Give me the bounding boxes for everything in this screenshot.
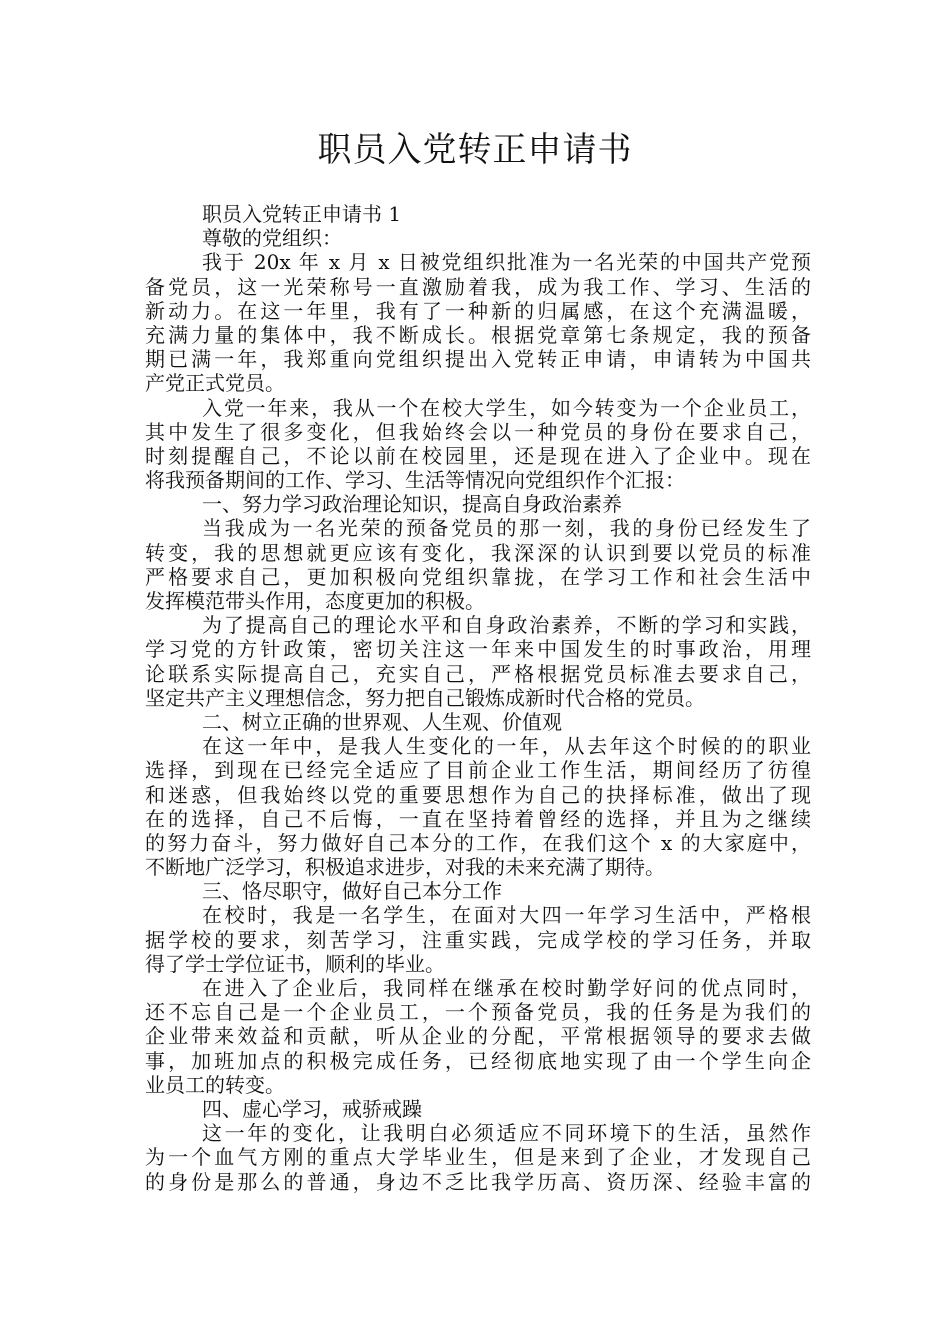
text-line: 和迷惑，但我始终以党的重要思想作为自己的抉择标准，做出了现 [145, 782, 811, 807]
text-line: 得了学士学位证书，顺利的毕业。 [145, 951, 445, 976]
text-line: 学习党的方针政策，密切关注这一年来中国发生的时事政治，用理 [145, 637, 811, 662]
text-line: 职员入党转正申请书 1 [202, 202, 402, 226]
text-line: 企业带来效益和贡献，听从企业的分配，平常根据领导的要求去做 [145, 1024, 811, 1049]
text-line: 我于 20x 年 x 月 x 日被党组织批准为一名光荣的中国共产党预 [202, 250, 811, 275]
text-line: 在这一年中，是我人生变化的一年，从去年这个时候的的职业 [202, 734, 811, 759]
text-line: 时刻提醒自己，不论以前在校园里，还是现在进入了企业中。现在 [145, 443, 811, 468]
text-line: 在的选择，自己不后悔，一直在坚持着曾经的选择，并且为之继续 [145, 806, 811, 831]
text-line: 一、努力学习政治理论知识，提高自身政治素养 [202, 492, 622, 517]
text-line: 为了提高自己的理论水平和自身政治素养，不断的学习和实践， [202, 613, 811, 638]
text-line: 为一个血气方刚的重点大学毕业生，但是来到了企业，才发现自己 [145, 1145, 811, 1170]
text-line: 严格要求自己，更加积极向党组织靠拢，在学习工作和社会生活中 [145, 564, 811, 589]
text-line: 四、虚心学习，戒骄戒躁 [202, 1096, 422, 1121]
text-line: 选择，到现在已经完全适应了目前企业工作生活，期间经历了彷徨 [145, 758, 811, 783]
text-line: 这一年的变化，让我明白必须适应不同环境下的生活，虽然作 [202, 1121, 811, 1146]
document-body [145, 202, 811, 1194]
text-line: 将我预备期间的工作、学习、生活等情况向党组织作个汇报： [145, 468, 685, 493]
text-line: 其中发生了很多变化，但我始终会以一种党员的身份在要求自己， [145, 419, 811, 444]
text-line: 尊敬的党组织： [202, 226, 342, 251]
text-line: 三、恪尽职守，做好自己本分工作 [202, 879, 502, 904]
text-line: 当我成为一名光荣的预备党员的那一刻，我的身份已经发生了 [202, 516, 811, 541]
text-line: 坚定共产主义理想信念，努力把自己锻炼成新时代合格的党员。 [145, 685, 705, 710]
text-line: 入党一年来，我从一个在校大学生，如今转变为一个企业员工， [202, 395, 811, 420]
text-line: 的身份是那么的普通，身边不乏比我学历高、资历深、经验丰富的 [145, 1169, 811, 1194]
text-line: 在进入了企业后，我同样在继承在校时勤学好问的优点同时， [202, 976, 811, 1000]
text-line: 备党员，这一光荣称号一直激励着我，成为我工作、学习、生活的 [145, 274, 811, 299]
text-line: 业员工的转变。 [145, 1072, 285, 1097]
text-line: 发挥模范带头作用，态度更加的积极。 [145, 589, 485, 613]
text-line: 还不忘自己是一个企业员工，一个预备党员，我的任务是为我们的 [145, 1000, 811, 1025]
text-line: 论联系实际提高自己，充实自己，严格根据党员标准去要求自己， [145, 661, 811, 686]
text-line: 的努力奋斗，努力做好自己本分的工作，在我们这个 x 的大家庭中， [145, 830, 811, 855]
text-line: 新动力。在这一年里，我有了一种新的归属感，在这个充满温暖， [145, 298, 811, 323]
text-line: 二、树立正确的世界观、人生观、价值观 [202, 709, 562, 734]
text-line: 期已满一年，我郑重向党组织提出入党转正申请，申请转为中国共 [145, 347, 811, 372]
text-line: 转变，我的思想就更应该有变化，我深深的认识到要以党员的标准 [145, 540, 811, 565]
text-line: 据学校的要求，刻苦学习，注重实践，完成学校的学习任务，并取 [145, 927, 811, 952]
text-line: 不断地广泛学习，积极追求进步，对我的未来充满了期待。 [145, 855, 665, 880]
text-line: 在校时，我是一名学生，在面对大四一年学习生活中，严格根 [202, 903, 811, 928]
text-line: 充满力量的集体中，我不断成长。根据党章第七条规定，我的预备 [145, 322, 811, 347]
document-title: 职员入党转正申请书 [317, 130, 633, 170]
text-line: 产党正式党员。 [145, 371, 285, 396]
text-line: 事，加班加点的积极完成任务，已经彻底地实现了由一个学生向企 [145, 1048, 811, 1073]
